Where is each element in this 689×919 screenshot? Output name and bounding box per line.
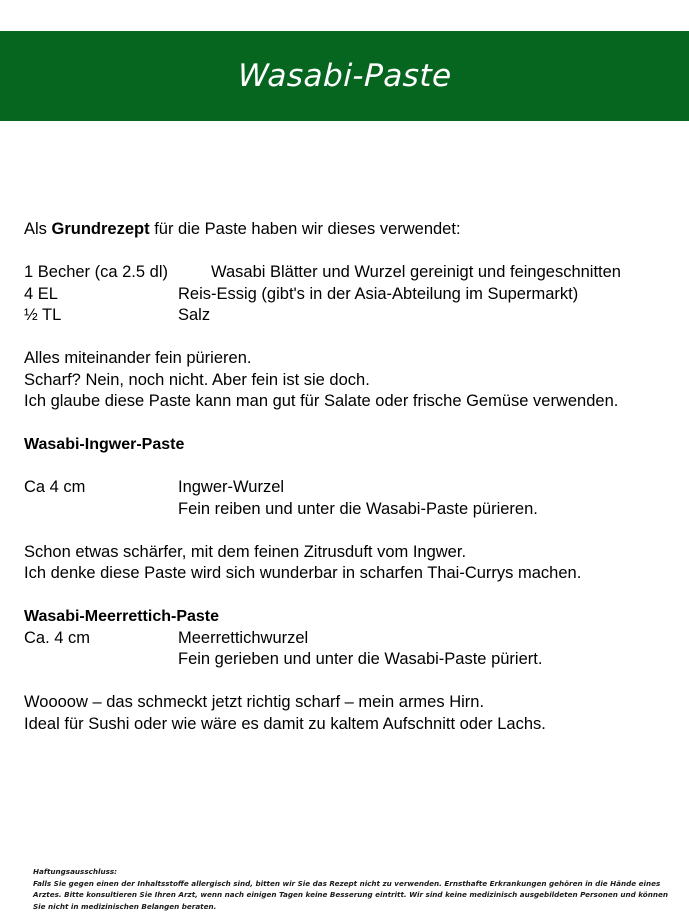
note-line: Woooow – das schmeckt jetzt richtig scharf – mein armes Hirn. [24,693,485,711]
ingredient-quantity: 1 Becher (ca 2.5 dl) [24,263,168,281]
section-heading-ginger: Wasabi-Ingwer-Paste [24,436,185,453]
ingredient-quantity: ½ TL [24,306,62,324]
note-line: Scharf? Nein, noch nicht. Aber fein ist sie doch. [24,370,370,389]
ingredient-row [24,284,671,306]
ingredient-quantity: Ca. 4 cm [24,628,91,647]
note-line: Schon etwas schärfer, mit dem feinen Zitrusduft vom Ingwer. [24,542,467,561]
intro-bold-term: Grundrezept [51,220,150,238]
intro-suffix: für die Paste haben wir dieses verwendet: [149,220,461,238]
ingredient-quantity: Ca 4 cm [24,478,86,496]
page-top-margin [0,0,689,31]
spacer [24,456,671,478]
spacer [24,585,671,607]
ingredient-row [24,477,671,499]
spacer [24,413,671,435]
disclaimer-title: Haftungsausschluss: [33,867,117,876]
ingredient-quantity: 4 EL [24,284,58,303]
instruction-text: Fein reiben und unter die Wasabi-Paste pürieren. [178,499,538,518]
ingredient-description: Reis-Essig (gibt's in der Asia-Abteilung im Supermarkt) [178,284,579,303]
header-banner [0,31,689,121]
intro-spacer [24,121,671,219]
intro-paragraph [24,219,671,241]
instruction-text: Fein gerieben und unter die Wasabi-Paste püriert. [178,650,543,668]
spacer [24,241,671,263]
page-title: Wasabi-Paste [237,57,452,94]
disclaimer-block [33,866,673,912]
spacer [24,520,671,542]
ingredient-description: Ingwer-Wurzel [178,478,285,496]
section-heading-horseradish: Wasabi-Meerrettich-Paste [24,608,220,625]
note-line: Ich denke diese Paste wird sich wunderbar in scharfen Thai-Currys machen. [24,564,582,582]
spacer [24,327,671,349]
preparation-instruction [24,649,671,671]
note-line: Alles miteinander fein pürieren. [24,349,252,367]
ingredient-description: Salz [178,306,211,324]
document-content [0,121,689,735]
ingredient-description: Meerrettichwurzel [178,628,309,647]
note-line: Ich glaube diese Paste kann man gut für Salate oder frische Gemüse verwenden. [24,392,619,410]
ingredient-row [24,628,671,650]
spacer [24,671,671,693]
disclaimer-text: Falls Sie gegen einen der Inhaltsstoffe allergisch sind, bitten wir Sie das Rezept nicht zu verwenden. Ernsthafte Erkrankungen gehören in die Hände eines Arztes. Bitte konsultieren Sie Ihren Arzt, wenn nach einigen Tagen keine Besserung eintritt. Wir sind keine medizinisch ausgebildeten Personen und können Sie nicht in medizinischen Belangen beraten. [33,879,668,911]
note-line: Ideal für Sushi oder wie wäre es damit zu kaltem Aufschnitt oder Lachs. [24,714,546,733]
ingredient-row [24,262,671,284]
ingredient-description: Wasabi Blätter und Wurzel gereinigt und feingeschnitten [211,263,621,281]
preparation-instruction [24,499,671,521]
intro-prefix: Als [24,220,52,238]
ingredient-row [24,305,671,327]
